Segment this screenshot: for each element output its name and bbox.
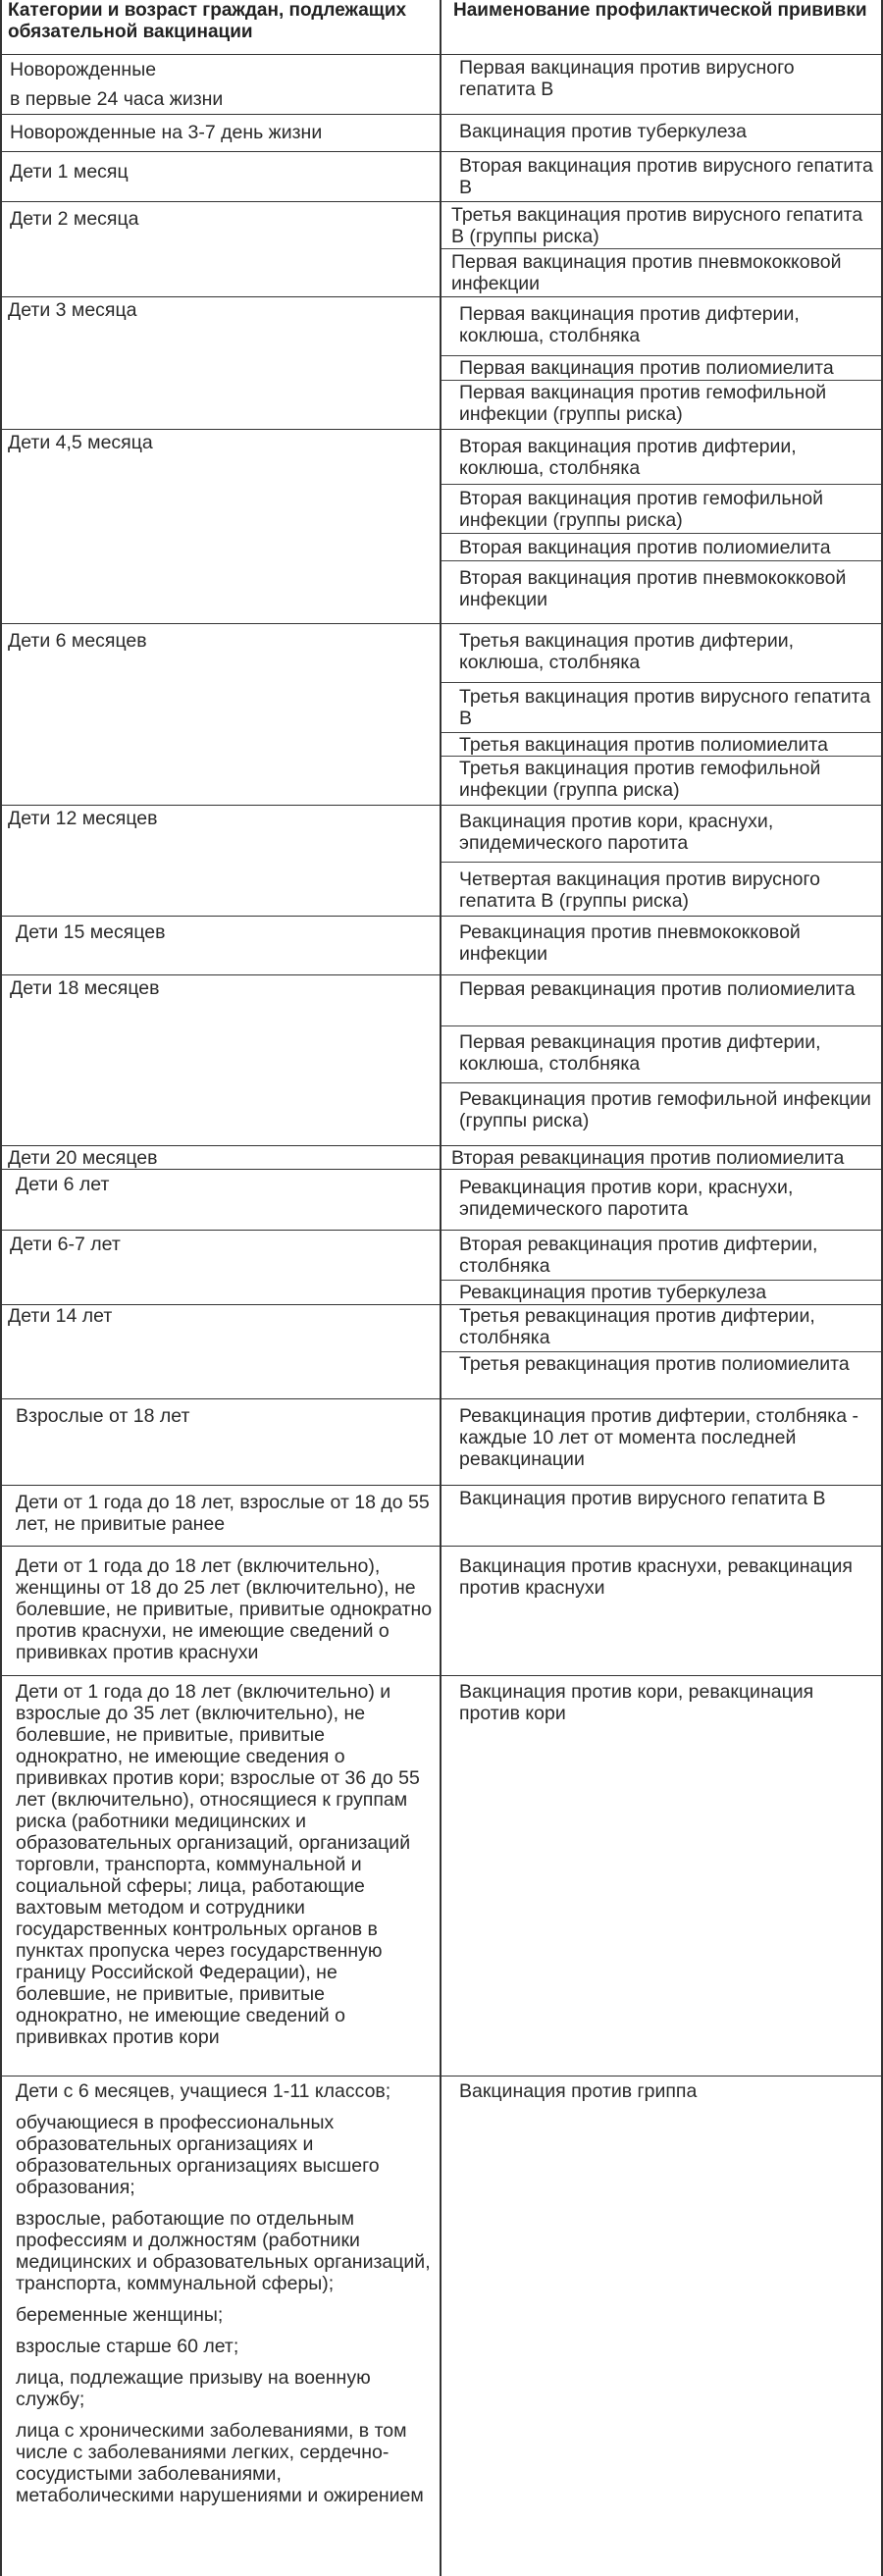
row-category (10, 122, 430, 149)
table-row (0, 1676, 883, 2077)
table-row (0, 2077, 883, 2576)
table-row (0, 1146, 883, 1170)
table-row (0, 917, 883, 975)
vaccination-cell (442, 806, 881, 863)
table-left-border (0, 0, 2, 2576)
vaccination-cell (442, 381, 881, 430)
vaccination-text: Третья вакцинация против дифтерии, коклюша, столбняка (459, 630, 795, 673)
vaccination-text: Ревакцинация против пневмококковой инфекции (459, 921, 801, 965)
vaccination-text: Первая вакцинация против гемофильной инфекции (группы риска) (459, 382, 827, 425)
vaccination-cell (442, 55, 881, 115)
category-text: Дети 6-7 лет (10, 1234, 121, 1255)
table-row (0, 1170, 883, 1231)
vaccination-cell (442, 561, 881, 624)
vaccination-text: Первая вакцинация против полиомиелита (459, 357, 834, 379)
vaccination-cell (442, 1170, 881, 1231)
table-row (0, 806, 883, 917)
table-row (0, 1486, 883, 1547)
category-text: Дети от 1 года до 18 лет (включительно) и взрослые до 35 лет (включительно), не болевшие, не привитые, привитые однократно, не имеющие сведения о прививках против кори; взрослые от 36 до 55 лет (включительно), относящиеся к группам риска (работники медицинских и образовательных организаций, организаций торговли, транспорта, коммунальной и социальной сферы; лица, работающие вахтовым методом и сотрудники государственных контрольных органов в пунктах пропуска через государственную границу Российской Федерации), не болевшие, не привитые, привитые однократно, не имеющие сведений о прививках против кори (16, 1681, 420, 2048)
vaccination-text: Ревакцинация против дифтерии, столбняка - каждые 10 лет от момента последней ревакцинации (459, 1405, 859, 1470)
category-text: Дети 6 месяцев (8, 630, 147, 652)
vaccination-cell (442, 297, 881, 356)
vaccination-cell (442, 975, 881, 1026)
vaccination-cell (442, 1026, 881, 1083)
category-text: беременные женщины; (16, 2304, 224, 2326)
table-row (0, 152, 883, 202)
category-text: Дети 20 месяцев (8, 1147, 158, 1169)
table-row (0, 1305, 883, 1399)
row-category (10, 208, 430, 236)
row-category (8, 432, 428, 459)
row-vaccinations (442, 152, 881, 201)
row-category (10, 161, 430, 188)
row-vaccinations (442, 1231, 881, 1304)
vaccination-text: Вторая ревакцинация против дифтерии, столбняка (459, 1234, 818, 1277)
row-category (16, 921, 436, 949)
vaccination-cell (442, 917, 881, 975)
row-vaccinations (442, 1547, 881, 1675)
vaccination-text: Третья вакцинация против вирусного гепатита B (группы риска) (451, 204, 863, 247)
row-category (16, 1174, 436, 1201)
table-row (0, 624, 883, 806)
vaccination-text: Вакцинация против кори, краснухи, эпидемического паротита (459, 811, 774, 854)
row-category (16, 2080, 436, 2512)
vaccination-cell (442, 152, 881, 202)
header-vaccination: Наименование профилактической прививки (453, 0, 867, 21)
vaccination-text: Третья ревакцинация против дифтерии, столбняка (459, 1305, 815, 1348)
category-text: Дети 1 месяц (10, 161, 129, 183)
row-vaccinations (442, 1486, 881, 1546)
vaccination-text: Первая вакцинация против пневмококковой инфекции (451, 251, 842, 294)
vaccination-text: Вакцинация против краснухи, ревакцинация против краснухи (459, 1555, 853, 1599)
row-vaccinations (442, 430, 881, 623)
row-category (8, 299, 428, 327)
category-text: Дети 2 месяца (10, 208, 139, 230)
vaccination-cell (442, 1486, 881, 1547)
vaccination-text: Первая ревакцинация против дифтерии, коклюша, столбняка (459, 1031, 821, 1075)
table-header (0, 0, 883, 55)
row-vaccinations (442, 115, 881, 151)
row-category (10, 977, 430, 1005)
category-text: Дети от 1 года до 18 лет, взрослые от 18 до 55 лет, не привитые ранее (16, 1492, 430, 1535)
table-row (0, 202, 883, 297)
table-row (0, 1231, 883, 1305)
category-text: Дети 15 месяцев (16, 921, 166, 943)
vaccination-cell (442, 1676, 881, 2077)
vaccination-cell (442, 534, 881, 561)
row-vaccinations (442, 1305, 881, 1398)
row-vaccinations (442, 55, 881, 114)
vaccination-text: Четвертая вакцинация против вирусного гепатита B (группы риска) (459, 868, 821, 912)
vaccination-text: Первая вакцинация против вирусного гепатита B (459, 57, 795, 100)
vaccination-text: Вакцинация против туберкулеза (459, 121, 747, 142)
vaccination-text: Вакцинация против кори, ревакцинация против кори (459, 1681, 814, 1724)
vaccination-cell (442, 1547, 881, 1676)
table-row (0, 1547, 883, 1676)
row-category (10, 59, 430, 116)
column-divider (440, 0, 442, 2576)
row-vaccinations (442, 202, 881, 296)
vaccination-cell (442, 202, 881, 249)
category-text: Новорожденные на 3-7 день жизни (10, 122, 323, 143)
vaccination-text: Ревакцинация против гемофильной инфекции (группы риска) (459, 1088, 871, 1131)
category-text: взрослые, работающие по отдельным профессиям и должностям (работники медицинских и образовательных организаций, транспорта, коммунальной сферы); (16, 2208, 431, 2294)
row-vaccinations (442, 1170, 881, 1230)
vaccination-cell (442, 249, 881, 297)
category-text: в первые 24 часа жизни (10, 88, 224, 110)
vaccination-cell (442, 1352, 881, 1399)
table-row (0, 975, 883, 1146)
vaccination-text: Ревакцинация против туберкулеза (459, 1282, 767, 1303)
category-text: лица, подлежащие призыву на военную службу; (16, 2367, 371, 2410)
table-row (0, 297, 883, 430)
table-row (0, 430, 883, 624)
vaccination-text: Вторая ревакцинация против полиомиелита (451, 1147, 845, 1169)
category-text: Новорожденные (10, 59, 157, 80)
category-text: Дети 14 лет (8, 1305, 113, 1327)
row-category (16, 1555, 436, 1669)
table-row (0, 55, 883, 115)
vaccination-cell (442, 863, 881, 917)
vaccination-text: Ревакцинация против кори, краснухи, эпидемического паротита (459, 1177, 794, 1220)
vaccination-cell (442, 430, 881, 485)
row-category (8, 630, 428, 657)
vaccination-text: Первая вакцинация против дифтерии, коклюша, столбняка (459, 303, 800, 346)
table-row (0, 115, 883, 152)
category-text: лица с хроническими заболеваниями, в том числе с заболеваниями легких, сердечно-сосудистыми заболеваниями, метаболическими нарушениями и ожирением (16, 2420, 424, 2506)
vaccination-cell (442, 1083, 881, 1146)
vaccination-text: Вторая вакцинация против гемофильной инфекции (группы риска) (459, 488, 823, 531)
row-category (16, 1492, 436, 1541)
category-text: Взрослые от 18 лет (16, 1405, 190, 1427)
vaccination-cell (442, 485, 881, 534)
vaccination-text: Вакцинация против гриппа (459, 2080, 698, 2102)
row-category (16, 1405, 436, 1433)
vaccination-text: Третья вакцинация против полиомиелита (459, 734, 828, 756)
vaccination-cell (442, 1146, 881, 1170)
vaccination-cell (442, 1231, 881, 1281)
vaccination-text: Третья вакцинация против вирусного гепатита B (459, 686, 871, 729)
row-vaccinations (442, 806, 881, 916)
row-vaccinations (442, 297, 881, 429)
category-text: Дети 4,5 месяца (8, 432, 153, 453)
category-text: Дети 12 месяцев (8, 808, 158, 829)
vaccination-text: Первая ревакцинация против полиомиелита (459, 978, 856, 1000)
vaccination-text: Вторая вакцинация против пневмококковой инфекции (459, 567, 847, 610)
category-text: Дети от 1 года до 18 лет (включительно), женщины от 18 до 25 лет (включительно), не болевшие, не привитые, привитые однократно против краснухи, не имеющие сведений о прививках против краснухи (16, 1555, 433, 1663)
vaccination-cell (442, 1305, 881, 1352)
vaccination-text: Вторая вакцинация против вирусного гепатита B (459, 155, 873, 198)
row-category (8, 1305, 428, 1333)
vaccination-cell (442, 683, 881, 733)
row-vaccinations (442, 624, 881, 805)
vaccination-text: Вакцинация против вирусного гепатита B (459, 1488, 826, 1509)
vaccination-cell (442, 1281, 881, 1305)
row-vaccinations (442, 917, 881, 974)
vaccination-cell (442, 356, 881, 381)
header-category: Категории и возраст граждан, подлежащих обязательной вакцинации (8, 0, 407, 42)
category-text: Дети 3 месяца (8, 299, 137, 321)
table-row (0, 1399, 883, 1486)
category-text: Дети с 6 месяцев, учащиеся 1-11 классов; (16, 2080, 391, 2102)
row-vaccinations (442, 1146, 881, 1169)
category-text: Дети 6 лет (16, 1174, 110, 1195)
category-text: взрослые старше 60 лет; (16, 2336, 239, 2357)
row-vaccinations (442, 1399, 881, 1485)
vaccination-cell (442, 757, 881, 806)
vaccination-text: Третья ревакцинация против полиомиелита (459, 1353, 850, 1375)
table-right-border (881, 0, 883, 2576)
row-category (16, 1681, 436, 2054)
vaccination-text: Вторая вакцинация против дифтерии, коклюша, столбняка (459, 436, 797, 479)
row-category (10, 1234, 430, 1261)
vaccination-cell (442, 1399, 881, 1486)
row-vaccinations (442, 1676, 881, 2076)
vaccination-text: Вторая вакцинация против полиомиелита (459, 537, 831, 558)
vaccination-cell (442, 2077, 881, 2576)
vaccination-cell (442, 624, 881, 683)
row-vaccinations (442, 2077, 881, 2576)
vaccination-cell (442, 115, 881, 152)
category-text: обучающиеся в профессиональных образовательных организациях и образовательных организациях высшего образования; (16, 2112, 380, 2198)
row-vaccinations (442, 975, 881, 1145)
category-text: Дети 18 месяцев (10, 977, 160, 999)
vaccination-cell (442, 733, 881, 757)
row-category (8, 808, 428, 835)
vaccination-text: Третья вакцинация против гемофильной инфекции (группа риска) (459, 758, 821, 801)
